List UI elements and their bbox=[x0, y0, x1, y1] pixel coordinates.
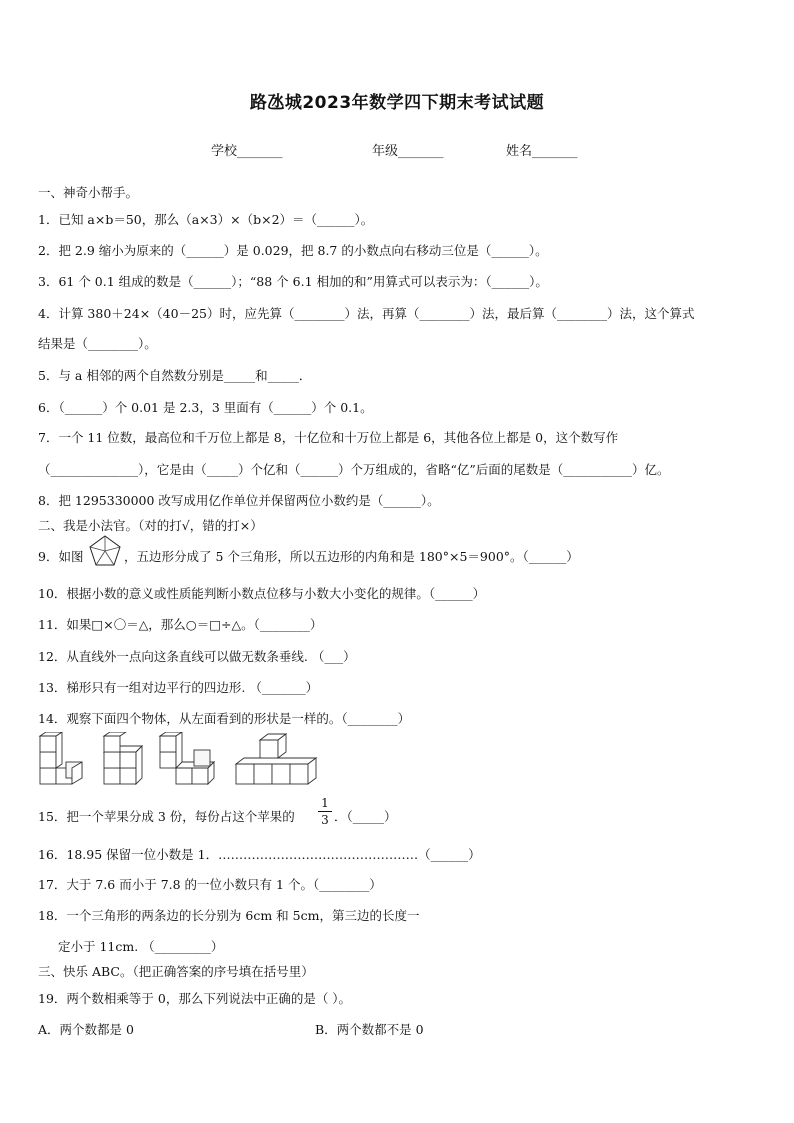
question-7-line-2: （______________），它是由（_____）个亿和（______）个万组成的，省略“亿”后面的尾数是（___________）亿。 bbox=[38, 462, 670, 477]
pentagon-figure bbox=[88, 534, 122, 568]
question-9-start: 9．如图 bbox=[38, 549, 84, 564]
question-13: 13．梯形只有一组对边平行的四边形. （_______） bbox=[38, 680, 319, 695]
question-3: 3．61 个 0.1 组成的数是（______）；“88 个 6.1 相加的和”用算式可以表示为：（______）。 bbox=[38, 274, 548, 289]
question-18-line-2: 定小于 11cm. （_________） bbox=[58, 939, 224, 954]
question-12: 12．从直线外一点向这条直线可以做无数条垂线. （___） bbox=[38, 649, 356, 664]
question-15-start: 15．把一个苹果分成 3 份，每份占这个苹果的 bbox=[38, 809, 295, 824]
question-16: 16．18.95 保留一位小数是 1．…………………………………………（______） bbox=[38, 847, 481, 862]
cube-object-2 bbox=[104, 732, 142, 784]
question-11: 11．如果□×〇＝△，那么○＝□÷△。（________） bbox=[38, 617, 323, 632]
name-field: 姓名_______ bbox=[506, 144, 578, 159]
question-19: 19．两个数相乘等于 0，那么下列说法中正确的是（ ）。 bbox=[38, 991, 352, 1006]
question-8: 8．把 1295330000 改写成用亿作单位并保留两位小数约是（______）。 bbox=[38, 493, 440, 508]
question-6: 6．（______）个 0.01 是 2.3，3 里面有（______）个 0.1。 bbox=[38, 400, 373, 415]
fraction-one-third bbox=[318, 796, 332, 827]
cube-object-1 bbox=[40, 732, 82, 784]
cube-object-3 bbox=[160, 732, 214, 784]
choice-b: B．两个数都不是 0 bbox=[315, 1022, 424, 1037]
question-17: 17．大于 7.6 而小于 7.8 的一位小数只有 1 个。（________） bbox=[38, 877, 382, 892]
cube-object-4 bbox=[236, 734, 316, 784]
question-2: 2．把 2.9 缩小为原来的（______）是 0.029，把 8.7 的小数点向右移动三位是（______）。 bbox=[38, 243, 548, 258]
question-5: 5．与 a 相邻的两个自然数分别是_____和_____． bbox=[38, 368, 312, 383]
question-18-line-1: 18．一个三角形的两条边的长分别为 6cm 和 5cm，第三边的长度一 bbox=[38, 908, 420, 923]
section-heading-2: 二、我是小法官。（对的打√，错的打×） bbox=[38, 518, 263, 533]
question-7-line-1: 7．一个 11 位数，最高位和千万位上都是 8，十亿位和十万位上都是 6，其他各位上都是 0，这个数写作 bbox=[38, 430, 619, 445]
choice-a: A．两个数都是 0 bbox=[38, 1022, 134, 1037]
page-title: 路氹城2023年数学四下期末考试试题 bbox=[249, 93, 545, 113]
school-field: 学校_______ bbox=[211, 144, 283, 159]
grade-field: 年级_______ bbox=[372, 144, 444, 159]
question-9-end: ，五边形分成了 5 个三角形，所以五边形的内角和是 180°×5＝900°。（______） bbox=[124, 549, 579, 564]
section-heading-1: 一、神奇小帮手。 bbox=[38, 185, 139, 200]
question-15-end: ．（_____） bbox=[334, 809, 397, 824]
section-heading-3: 三、快乐 ABC。（把正确答案的序号填在括号里） bbox=[38, 964, 314, 979]
question-14: 14．观察下面四个物体，从左面看到的形状是一样的。（________） bbox=[38, 711, 411, 726]
fraction-denominator: 3 bbox=[321, 813, 329, 827]
question-4-line-2: 结果是（________）。 bbox=[38, 336, 157, 351]
fraction-numerator: 1 bbox=[321, 796, 329, 810]
question-1: 1．已知 a×b＝50，那么（a×3）×（b×2）＝（______）。 bbox=[38, 212, 374, 227]
question-10: 10．根据小数的意义或性质能判断小数点位移与小数大小变化的规律。（______） bbox=[38, 586, 486, 601]
question-4-line-1: 4．计算 380＋24×（40－25）时，应先算（________）法，再算（________）法，最后算（________）法，这个算式 bbox=[38, 306, 695, 321]
cube-figures bbox=[38, 732, 328, 790]
